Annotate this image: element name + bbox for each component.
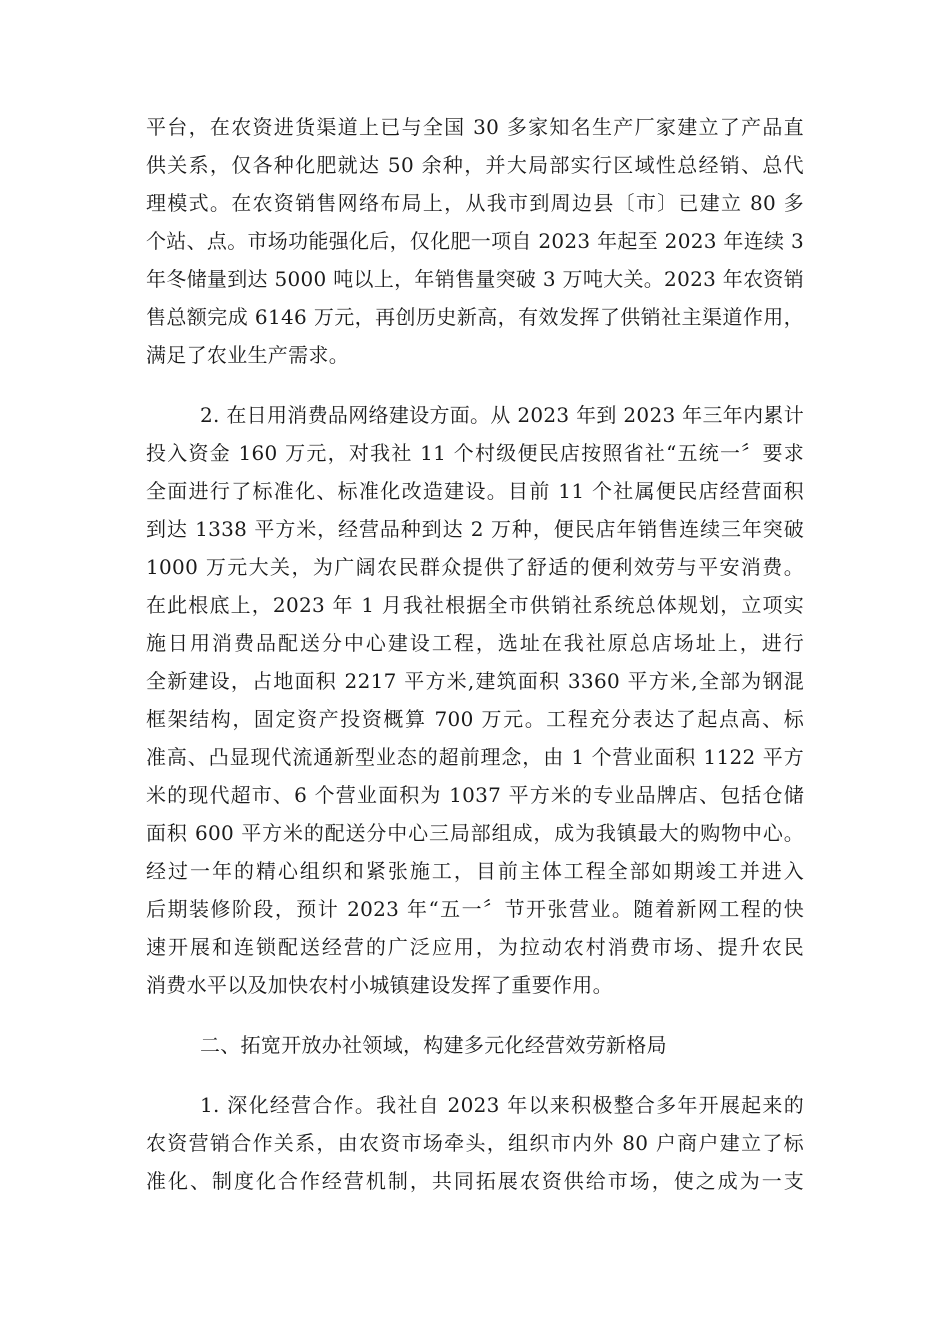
text-line: 米的现代超市、6 个营业面积为 1037 平方米的专业品牌店、包括仓储 (146, 783, 804, 807)
text-line: 准化、制度化合作经营机制，共同拓展农资供给市场，使之成为一支 (146, 1169, 804, 1193)
text-line: 施日用消费品配送分中心建设工程，选址在我社原总店场址上，进行 (146, 631, 804, 655)
text-line: 年冬储量到达 5000 吨以上，年销售量突破 3 万吨大关。2023 年农资销 (146, 267, 805, 291)
text-line: 2. 在日用消费品网络建设方面。从 2023 年到 2023 年三年内累计 (200, 403, 804, 427)
text-line: 平台，在农资进货渠道上已与全国 30 多家知名生产厂家建立了产品直 (146, 115, 804, 139)
text-line: 面积 600 平方米的配送分中心三局部组成，成为我镇最大的购物中心。 (146, 821, 804, 845)
text-line: 个站、点。市场功能强化后，仅化肥一项自 2023 年起至 2023 年连续 3 (146, 229, 805, 253)
text-line: 到达 1338 平方米，经营品种到达 2 万种，便民店年销售连续三年突破 (146, 517, 804, 541)
text-line: 后期装修阶段，预计 2023 年“五一〞节开张营业。随着新网工程的快 (146, 897, 804, 921)
text-line: 全面进行了标准化、标准化改造建设。目前 11 个社属便民店经营面积 (146, 479, 804, 503)
text-line: 理模式。在农资销售网络布局上，从我市到周边县〔市〕已建立 80 多 (146, 191, 804, 215)
text-line: 经过一年的精心组织和紧张施工，目前主体工程全部如期竣工并进入 (146, 859, 804, 883)
text-line: 1. 深化经营合作。我社自 2023 年以来积极整合多年开展起来的 (200, 1093, 804, 1117)
text-line: 框架结构，固定资产投资概算 700 万元。工程充分表达了起点高、标 (146, 707, 804, 731)
text-line: 准高、凸显现代流通新型业态的超前理念，由 1 个营业面积 1122 平方 (146, 745, 804, 769)
heading-text: 二、拓宽开放办社领域，构建多元化经营效劳新格局 (200, 1033, 667, 1057)
text-line: 速开展和连锁配送经营的广泛应用，为拉动农村消费市场、提升农民 (146, 935, 804, 959)
text-line: 供关系，仅各种化肥就达 50 余种，并大局部实行区域性总经销、总代 (146, 153, 804, 177)
text-line: 1000 万元大关，为广阔农民群众提供了舒适的便利效劳与平安消费。 (146, 555, 804, 579)
text-line: 农资营销合作关系，由农资市场牵头，组织市内外 80 户商户建立了标 (146, 1131, 804, 1155)
text-line: 售总额完成 6146 万元，再创历史新高，有效发挥了供销社主渠道作用， (146, 305, 804, 329)
text-line: 满足了农业生产需求。 (146, 343, 349, 367)
text-line: 全新建设，占地面积 2217 平方米,建筑面积 3360 平方米,全部为钢混 (146, 669, 804, 693)
text-line: 投入资金 160 万元，对我社 11 个村级便民店按照省社“五统一〞要求 (146, 441, 804, 465)
text-line: 在此根底上，2023 年 1 月我社根据全市供销社系统总体规划，立项实 (146, 593, 804, 617)
text-line: 消费水平以及加快农村小城镇建设发挥了重要作用。 (146, 973, 613, 997)
